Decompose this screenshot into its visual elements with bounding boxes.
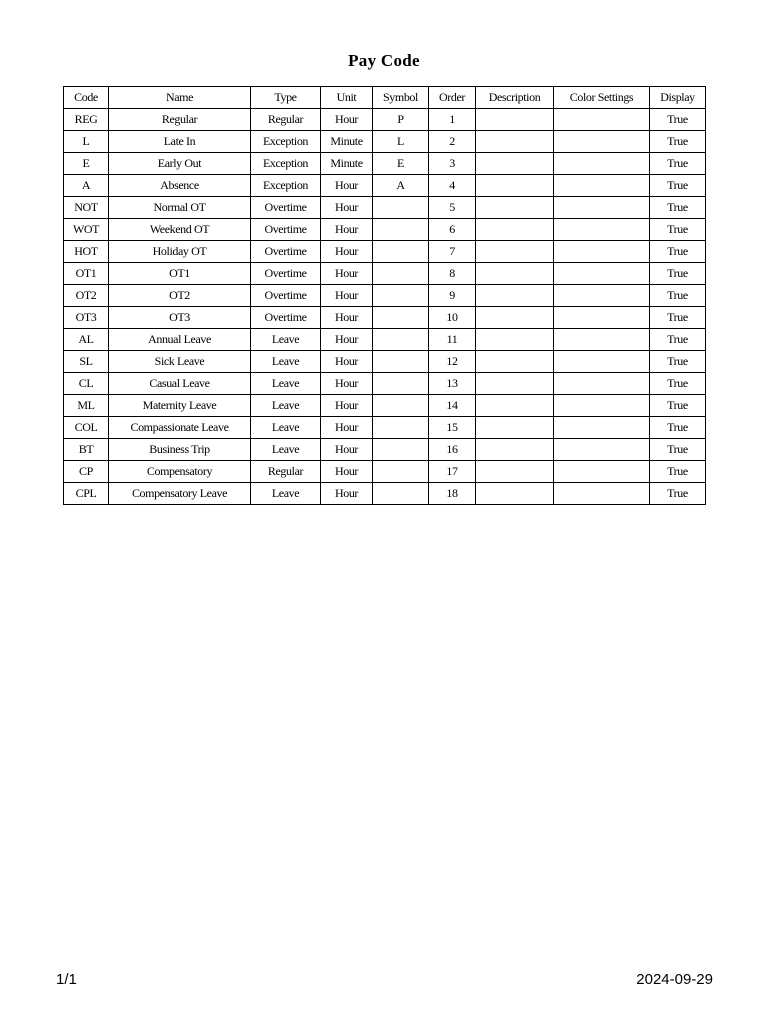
cell-symbol: A	[373, 175, 429, 197]
cell-order: 9	[429, 285, 476, 307]
cell-color-settings	[554, 131, 650, 153]
cell-display: True	[650, 373, 706, 395]
cell-symbol	[373, 241, 429, 263]
cell-type: Overtime	[251, 263, 321, 285]
cell-description	[476, 241, 554, 263]
cell-symbol: E	[373, 153, 429, 175]
cell-code: CP	[64, 461, 109, 483]
cell-order: 4	[429, 175, 476, 197]
cell-description	[476, 197, 554, 219]
cell-unit: Hour	[321, 285, 373, 307]
cell-description	[476, 439, 554, 461]
cell-symbol	[373, 439, 429, 461]
table-row	[64, 219, 706, 241]
table-row	[64, 285, 706, 307]
table-row	[64, 417, 706, 439]
cell-display: True	[650, 307, 706, 329]
cell-order: 13	[429, 373, 476, 395]
cell-display: True	[650, 285, 706, 307]
table-row	[64, 197, 706, 219]
header-color-settings: Color Settings	[554, 87, 650, 109]
cell-code: COL	[64, 417, 109, 439]
table-row	[64, 439, 706, 461]
cell-unit: Hour	[321, 373, 373, 395]
cell-symbol	[373, 417, 429, 439]
table-row	[64, 109, 706, 131]
cell-type: Leave	[251, 329, 321, 351]
cell-display: True	[650, 175, 706, 197]
cell-type: Overtime	[251, 219, 321, 241]
cell-description	[476, 395, 554, 417]
cell-symbol	[373, 197, 429, 219]
cell-code: OT1	[64, 263, 109, 285]
cell-name: Compensatory Leave	[109, 483, 251, 505]
table-row	[64, 483, 706, 505]
cell-color-settings	[554, 417, 650, 439]
cell-description	[476, 109, 554, 131]
cell-description	[476, 153, 554, 175]
cell-description	[476, 351, 554, 373]
cell-unit: Hour	[321, 461, 373, 483]
cell-order: 1	[429, 109, 476, 131]
cell-order: 17	[429, 461, 476, 483]
cell-order: 6	[429, 219, 476, 241]
cell-color-settings	[554, 329, 650, 351]
cell-description	[476, 219, 554, 241]
cell-code: WOT	[64, 219, 109, 241]
cell-display: True	[650, 241, 706, 263]
cell-display: True	[650, 483, 706, 505]
header-description: Description	[476, 87, 554, 109]
cell-type: Leave	[251, 351, 321, 373]
cell-description	[476, 175, 554, 197]
header-code: Code	[64, 87, 109, 109]
cell-name: Absence	[109, 175, 251, 197]
table-row	[64, 373, 706, 395]
cell-order: 14	[429, 395, 476, 417]
pay-code-table	[63, 86, 706, 505]
table-row	[64, 241, 706, 263]
cell-name: OT3	[109, 307, 251, 329]
header-unit: Unit	[321, 87, 373, 109]
cell-color-settings	[554, 395, 650, 417]
cell-description	[476, 263, 554, 285]
header-name: Name	[109, 87, 251, 109]
cell-name: Early Out	[109, 153, 251, 175]
cell-display: True	[650, 395, 706, 417]
cell-code: NOT	[64, 197, 109, 219]
cell-type: Leave	[251, 395, 321, 417]
table-row	[64, 307, 706, 329]
table-row	[64, 351, 706, 373]
cell-name: Late In	[109, 131, 251, 153]
cell-unit: Hour	[321, 263, 373, 285]
cell-order: 11	[429, 329, 476, 351]
header-display: Display	[650, 87, 706, 109]
table-row	[64, 329, 706, 351]
cell-display: True	[650, 329, 706, 351]
cell-code: REG	[64, 109, 109, 131]
cell-description	[476, 417, 554, 439]
header-symbol: Symbol	[373, 87, 429, 109]
cell-display: True	[650, 263, 706, 285]
cell-symbol	[373, 219, 429, 241]
cell-unit: Hour	[321, 329, 373, 351]
cell-order: 2	[429, 131, 476, 153]
cell-name: Casual Leave	[109, 373, 251, 395]
cell-symbol	[373, 483, 429, 505]
cell-type: Leave	[251, 373, 321, 395]
cell-type: Overtime	[251, 285, 321, 307]
cell-unit: Hour	[321, 439, 373, 461]
cell-display: True	[650, 131, 706, 153]
table-row	[64, 131, 706, 153]
cell-type: Exception	[251, 131, 321, 153]
cell-color-settings	[554, 461, 650, 483]
cell-unit: Hour	[321, 417, 373, 439]
cell-display: True	[650, 109, 706, 131]
cell-color-settings	[554, 153, 650, 175]
cell-type: Leave	[251, 483, 321, 505]
cell-display: True	[650, 417, 706, 439]
cell-code: CL	[64, 373, 109, 395]
cell-code: CPL	[64, 483, 109, 505]
cell-description	[476, 285, 554, 307]
cell-order: 8	[429, 263, 476, 285]
cell-name: Sick Leave	[109, 351, 251, 373]
cell-type: Overtime	[251, 197, 321, 219]
cell-order: 18	[429, 483, 476, 505]
cell-description	[476, 373, 554, 395]
cell-color-settings	[554, 241, 650, 263]
cell-order: 15	[429, 417, 476, 439]
cell-name: Holiday OT	[109, 241, 251, 263]
cell-unit: Hour	[321, 307, 373, 329]
cell-name: Weekend OT	[109, 219, 251, 241]
table-row	[64, 175, 706, 197]
cell-type: Exception	[251, 175, 321, 197]
cell-type: Overtime	[251, 241, 321, 263]
cell-symbol	[373, 395, 429, 417]
cell-unit: Hour	[321, 241, 373, 263]
cell-symbol	[373, 461, 429, 483]
cell-symbol	[373, 329, 429, 351]
cell-order: 16	[429, 439, 476, 461]
cell-display: True	[650, 197, 706, 219]
cell-display: True	[650, 351, 706, 373]
cell-display: True	[650, 153, 706, 175]
cell-display: True	[650, 461, 706, 483]
cell-code: OT2	[64, 285, 109, 307]
cell-color-settings	[554, 175, 650, 197]
cell-code: ML	[64, 395, 109, 417]
cell-color-settings	[554, 307, 650, 329]
cell-color-settings	[554, 483, 650, 505]
header-type: Type	[251, 87, 321, 109]
cell-color-settings	[554, 197, 650, 219]
cell-symbol	[373, 307, 429, 329]
cell-symbol	[373, 373, 429, 395]
cell-description	[476, 461, 554, 483]
cell-description	[476, 307, 554, 329]
cell-display: True	[650, 219, 706, 241]
cell-unit: Hour	[321, 219, 373, 241]
cell-type: Regular	[251, 461, 321, 483]
cell-order: 12	[429, 351, 476, 373]
cell-symbol: L	[373, 131, 429, 153]
cell-symbol: P	[373, 109, 429, 131]
cell-order: 5	[429, 197, 476, 219]
cell-description	[476, 131, 554, 153]
cell-code: BT	[64, 439, 109, 461]
cell-type: Leave	[251, 417, 321, 439]
page-number: 1/1	[56, 971, 77, 988]
cell-color-settings	[554, 285, 650, 307]
page-title: Pay Code	[348, 51, 420, 70]
cell-name: Compassionate Leave	[109, 417, 251, 439]
cell-color-settings	[554, 351, 650, 373]
cell-name: Normal OT	[109, 197, 251, 219]
table-row	[64, 461, 706, 483]
cell-color-settings	[554, 109, 650, 131]
cell-unit: Minute	[321, 131, 373, 153]
table-row	[64, 263, 706, 285]
report-date: 2024-09-29	[636, 971, 713, 988]
cell-unit: Hour	[321, 175, 373, 197]
cell-unit: Hour	[321, 197, 373, 219]
cell-name: Maternity Leave	[109, 395, 251, 417]
header-order: Order	[429, 87, 476, 109]
cell-description	[476, 483, 554, 505]
cell-order: 7	[429, 241, 476, 263]
cell-color-settings	[554, 439, 650, 461]
cell-name: Business Trip	[109, 439, 251, 461]
cell-name: Annual Leave	[109, 329, 251, 351]
cell-code: AL	[64, 329, 109, 351]
cell-symbol	[373, 285, 429, 307]
cell-name: OT1	[109, 263, 251, 285]
cell-color-settings	[554, 373, 650, 395]
cell-unit: Minute	[321, 153, 373, 175]
cell-unit: Hour	[321, 483, 373, 505]
cell-order: 10	[429, 307, 476, 329]
table-header-row	[64, 87, 706, 109]
cell-color-settings	[554, 263, 650, 285]
cell-type: Overtime	[251, 307, 321, 329]
cell-type: Leave	[251, 439, 321, 461]
cell-name: Regular	[109, 109, 251, 131]
cell-code: SL	[64, 351, 109, 373]
table-row	[64, 395, 706, 417]
cell-display: True	[650, 439, 706, 461]
cell-type: Exception	[251, 153, 321, 175]
cell-code: HOT	[64, 241, 109, 263]
cell-color-settings	[554, 219, 650, 241]
cell-order: 3	[429, 153, 476, 175]
cell-name: Compensatory	[109, 461, 251, 483]
cell-code: E	[64, 153, 109, 175]
cell-symbol	[373, 351, 429, 373]
cell-code: L	[64, 131, 109, 153]
cell-name: OT2	[109, 285, 251, 307]
cell-code: OT3	[64, 307, 109, 329]
cell-unit: Hour	[321, 109, 373, 131]
cell-description	[476, 329, 554, 351]
cell-symbol	[373, 263, 429, 285]
cell-code: A	[64, 175, 109, 197]
cell-unit: Hour	[321, 395, 373, 417]
cell-type: Regular	[251, 109, 321, 131]
cell-unit: Hour	[321, 351, 373, 373]
table-row	[64, 153, 706, 175]
